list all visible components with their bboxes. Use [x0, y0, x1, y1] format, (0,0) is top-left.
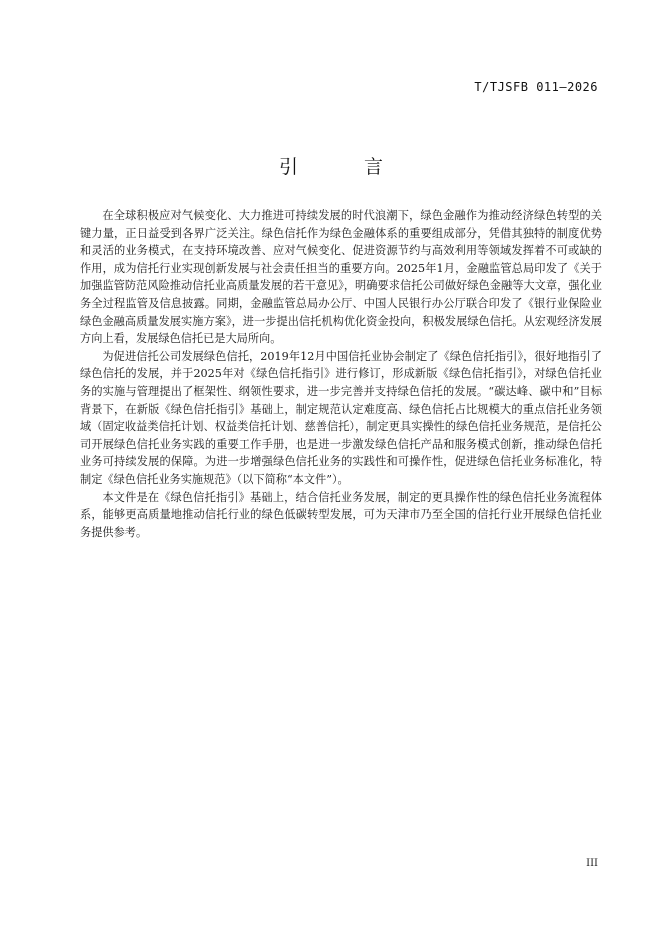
- page-number: III: [586, 858, 598, 869]
- paragraph-1: 在全球积极应对气候变化、大力推进可持续发展的时代浪潮下，绿色金融作为推动经济绿色转型的关键力量，正日益受到各界广泛关注。绿色信托作为绿色金融体系的重要组成部分，凭借其独特的制度优势和灵活的业务模式，在支持环境改善、应对气候变化、促进资源节约与高效利用等领域发挥着不可或缺的作用，成为信托行业实现创新发展与社会责任担当的重要方向。2025年1月，金融监管总局印发了《关于加强监管防范风险推动信托业高质量发展的若干意见》，明确要求信托公司做好绿色金融等大文章，强化业务全过程监管及信息披露。同期，金融监管总局办公厅、中国人民银行办公厅联合印发了《银行业保险业绿色金融高质量发展实施方案》，进一步提出信托机构优化资金投向，积极发展绿色信托。从宏观经济发展方向上看，发展绿色信托已是大局所向。: [80, 209, 602, 346]
- standard-code: T/TJSFB 011—2026: [474, 80, 598, 94]
- paragraph-2: 为促进信托公司发展绿色信托，2019年12月中国信托业协会制定了《绿色信托指引》，很好地指引了绿色信托的发展，并于2025年对《绿色信托指引》进行修订，形成新版《绿色信托指引》，对绿色信托业务的实施与管理提出了框架性、纲领性要求，进一步完善并支持绿色信托的发展。“碳达峰、碳中和”目标背景下，在新版《绿色信托指引》基础上，制定规范认定难度高、绿色信托占比规模大的重点信托业务领域（固定收益类信托计划、权益类信托计划、慈善信托），制定更具实操性的绿色信托业务规范，是信托公司开展绿色信托业务实践的重要工作手册，也是进一步激发绿色信托产品和服务模式创新，推动绿色信托业务可持续发展的保障。为进一步增强绿色信托业务的实践性和可操作性，促进绿色信托业务标准化，特制定《绿色信托业务实施规范》（以下简称“本文件”）。: [80, 349, 602, 486]
- section-title: 引 言: [278, 156, 414, 178]
- introduction-body: [80, 207, 602, 541]
- paragraph-3: 本文件是在《绿色信托指引》基础上，结合信托业务发展，制定的更具操作性的绿色信托业务流程体系，能够更高质量地推动信托行业的绿色低碳转型发展，可为天津市乃至全国的信托行业开展绿色信托业务提供参考。: [80, 490, 602, 539]
